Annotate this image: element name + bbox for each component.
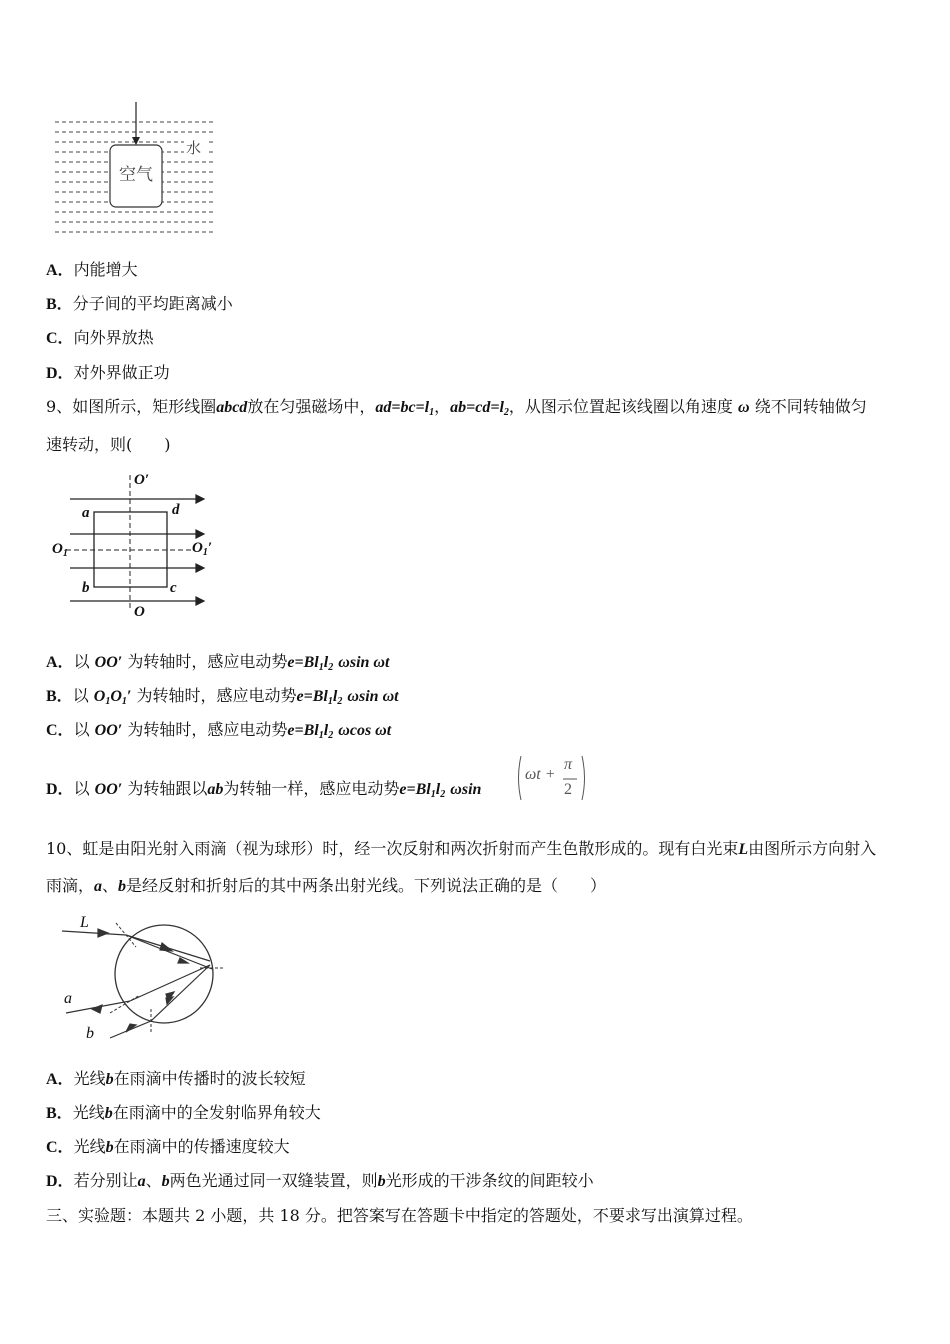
- ray-label-b: b: [86, 1025, 94, 1042]
- q10-option-b[interactable]: B．光线b在雨滴中的全发射临界角较大: [46, 1103, 321, 1122]
- air-label: 空气: [119, 165, 153, 185]
- q10-option-a[interactable]: A．光线b在雨滴中传播时的波长较短: [46, 1069, 306, 1088]
- corner-label-d: d: [172, 502, 180, 518]
- q9-option-c[interactable]: C．以 OO′ 为转轴时，感应电动势$e=Bl_1l_2$ ωcos ωt: [46, 720, 392, 741]
- axis-label-o: O: [134, 604, 145, 620]
- axis-label-o1-prime: $O_1'$: [192, 540, 213, 558]
- q8-option-b[interactable]: B．分子间的平均距离减小: [46, 294, 233, 313]
- q10-option-c[interactable]: C．光线b在雨滴中的传播速度较大: [46, 1137, 290, 1156]
- corner-label-a: a: [82, 505, 90, 521]
- corner-label-b: b: [82, 580, 90, 596]
- q10-stem-line1: 10、虹是由阳光射入雨滴（视为球形）时，经一次反射和两次折射而产生色散形成的。现有白光束L由图所示方向射入: [46, 839, 877, 858]
- sin-argument-wt: ωt +: [525, 766, 556, 783]
- raindrop-figure: [50, 905, 240, 1055]
- ray-label-l: L: [80, 914, 89, 931]
- q9-option-b[interactable]: B．以 $O_1O_1'$ 为转轴时，感应电动势$e=Bl_1l_2$ ωsin ωt: [46, 686, 399, 707]
- axis-label-o1: $O_1$: [52, 541, 68, 559]
- q9-stem-line1: 9、如图所示，矩形线圈abcd放在匀强磁场中，$ad=bc=l_1$，$ab=cd=l_2$，从图示位置起该线圈以角速度 ω 绕不同转轴做匀: [46, 397, 867, 418]
- q9-option-d[interactable]: D．以 OO′ 为转轴跟以ab为转轴一样，感应电动势$e=Bl_1l_2$ ωsin: [46, 779, 482, 800]
- q9-option-a[interactable]: A．以 OO′ 为转轴时，感应电动势$e=Bl_1l_2$ ωsin ωt: [46, 652, 390, 673]
- q9-stem-line2: 速转动，则( ): [46, 435, 171, 454]
- section-3-heading: 三、实验题：本题共 2 小题，共 18 分。把答案写在答题卡中指定的答题处，不要求写出演算过程。: [46, 1206, 753, 1225]
- water-label: 水: [186, 139, 202, 157]
- ray-label-a: a: [64, 990, 72, 1007]
- q10-stem-line2: 雨滴，a、b是经反射和折射后的其中两条出射光线。下列说法正确的是（ ）: [46, 876, 607, 895]
- q8-option-a[interactable]: A．内能增大: [46, 260, 138, 279]
- q8-option-d[interactable]: D．对外界做正功: [46, 363, 170, 382]
- corner-label-c: c: [170, 580, 177, 596]
- axis-label-o-prime: O′: [134, 472, 150, 488]
- sin-argument-pi: π: [564, 756, 573, 773]
- sin-argument-two: 2: [564, 781, 572, 798]
- q8-option-c[interactable]: C．向外界放热: [46, 328, 154, 347]
- q10-option-d[interactable]: D．若分别让a、b两色光通过同一双缝装置，则b光形成的干涉条纹的间距较小: [46, 1171, 594, 1190]
